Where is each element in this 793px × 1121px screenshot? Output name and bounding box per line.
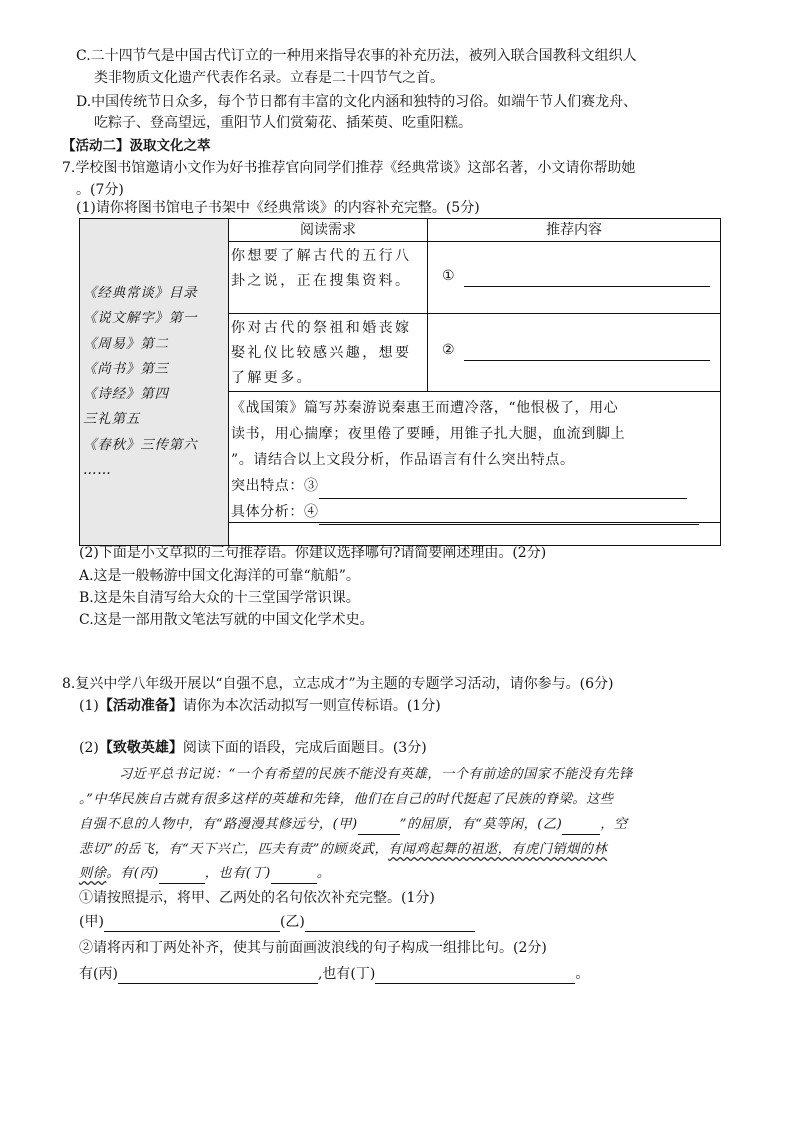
q7-sub2: (2)下面是小文草拟的三句推荐语。你建议选择哪句?请简要阐述理由。(2分)	[79, 545, 547, 561]
quote-para-line5	[79, 864, 330, 884]
wavy-underlined-end: 则徐	[79, 866, 107, 881]
option-d-line1: D.中国传统节日众多，每个节日都有丰富的文化内涵和独特的习俗。如端午节人们赛龙舟、	[76, 94, 638, 110]
blank-jia[interactable]	[358, 819, 400, 835]
option-d-line2: 吃粽子、登高望远，重阳节人们赏菊花、插茱萸、吃重阳糕。	[94, 115, 472, 131]
task1-jia-label: (甲)	[79, 914, 104, 930]
recommendation-table	[79, 218, 721, 546]
task-1: ①请按照提示，将甲、乙两处的名句依次补充完整。(1分)	[79, 890, 435, 906]
passage-line-1: 《战国策》篇写苏秦游说秦惠王而遭冷落，“他恨极了，用心	[231, 400, 619, 416]
q7-sub1: (1)请你将图书馆电子书架中《经典常谈》的内容补充完整。(5分)	[76, 200, 480, 216]
reading-need-1: 你想要了解古代的五行八卦之说，正在搜集资料。	[229, 242, 428, 314]
q7-stem-line1: 7.学校图书馆邀请小文作为好书推荐官向同学们推荐《经典常谈》这部名著，小文请你帮助她	[62, 160, 636, 176]
para5-text-b: 。有(丙)	[106, 866, 159, 881]
para3-text-b: ”的屈原，有“莫等闲，(乙)	[399, 817, 563, 832]
feature-answer-line[interactable]	[319, 483, 687, 499]
wavy-underlined-sentence: 有闻鸡起舞的祖逖，有虎门销烟的林	[388, 842, 608, 857]
q8-part2-text: 阅读下面的语段，完成后面题目。(3分)	[182, 740, 427, 756]
option-c-line2: 类非物质文化遗产代表作名录。立春是二十四节气之首。	[94, 70, 444, 86]
reading-need-2: 你对古代的祭祖和婚丧嫁娶礼仪比较感兴趣，想要了解更多。	[229, 314, 428, 392]
analysis-label: 具体分析：④	[231, 504, 319, 520]
choice-b: B.这是朱自清写给大众的十三堂国学常识课。	[79, 590, 360, 606]
answer-marker-2: ②	[442, 342, 455, 358]
quote-para-line1: 习近平总书记说：“一个有希望的民族不能没有英雄，一个有前途的国家不能没有先锋	[119, 767, 633, 782]
task2-ding-label: ,也有(丁)	[317, 966, 376, 982]
quote-para-line4	[79, 840, 607, 860]
toc-entry: ……	[83, 462, 112, 479]
para5-text-c: ，也有(丁)	[204, 866, 271, 881]
q7-stem-line2: 。(7分)	[76, 182, 124, 198]
answer-cell-1[interactable]	[428, 242, 721, 314]
passage-line-3: ”。请结合以上文段分析，作品语言有什么突出特点。	[231, 452, 575, 468]
para3-text-c: ，空	[600, 817, 628, 832]
task2-bing-answer-line[interactable]	[118, 968, 318, 984]
q8-part1-tag: 【活动准备】	[98, 698, 183, 714]
activity-2-heading: 【活动二】汲取文化之萃	[62, 138, 211, 154]
task2-end: 。	[575, 966, 590, 982]
passage-cell	[229, 392, 721, 546]
task-2-answers	[79, 964, 589, 984]
q8-part2-number: (2)	[79, 740, 99, 756]
header-recommend-content: 推荐内容	[428, 219, 721, 242]
answer-line-2[interactable]	[464, 342, 710, 361]
blank-bing-inline[interactable]	[159, 868, 205, 884]
feature-label: 突出特点：③	[231, 478, 319, 494]
q8-part1-text: 请你为本次活动拟写一则宣传标语。(1分)	[182, 698, 441, 714]
toc-entry: 《诗经》第四	[83, 386, 169, 403]
para3-text-a: 自强不息的人物中，有“路漫漫其修远兮，(甲)	[79, 817, 358, 832]
option-c-line1: C.二十四节气是中国古代订立的一种用来指导农事的补充历法，被列入联合国教科文组织人	[76, 48, 637, 64]
answer-marker-1: ①	[442, 268, 455, 284]
q8-part1-number: (1)	[79, 698, 99, 714]
blank-ding-inline[interactable]	[271, 868, 317, 884]
blank-yi[interactable]	[562, 819, 600, 835]
toc-entry: 《尚书》第三	[83, 360, 169, 377]
analysis-extra-line[interactable]	[229, 522, 720, 523]
q8-part2-tag: 【致敬英雄】	[98, 740, 183, 756]
answer-cell-2[interactable]	[428, 314, 721, 392]
task1-jia-answer-line[interactable]	[104, 916, 280, 932]
answer-line-1[interactable]	[464, 268, 710, 287]
ebook-toc-cell	[80, 219, 229, 546]
para5-text-d: 。	[316, 866, 331, 881]
toc-entry: 《说文解字》第一	[83, 310, 198, 327]
choice-a: A.这是一般畅游中国文化海洋的可靠“航船”。	[79, 568, 360, 584]
q8-stem: 8.复兴中学八年级开展以“自强不息，立志成才”为主题的专题学习活动，请你参与。(6分)	[62, 676, 614, 692]
quote-para-line2: 。”中华民族自古就有很多这样的英雄和先锋，他们在自己的时代挺起了民族的脊梁。这些	[79, 792, 614, 807]
toc-entry: 《春秋》三传第六	[83, 436, 198, 453]
task1-yi-label: (乙)	[279, 914, 305, 930]
q8-part2	[79, 738, 427, 758]
header-reading-need: 阅读需求	[229, 219, 428, 242]
choice-c: C.这是一部用散文笔法写就的中国文化学术史。	[79, 612, 374, 628]
task-2: ②请将丙和丁两处补齐，使其与前面画波浪线的句子构成一组排比句。(2分)	[79, 940, 547, 956]
toc-entry: 三礼第五	[83, 411, 141, 428]
quote-para-line3	[79, 815, 628, 835]
q8-part1	[79, 696, 441, 716]
task2-bing-label: 有(丙)	[79, 966, 118, 982]
para4-text-a: 悲切”的岳飞，有“天下兴亡，匹夫有责”的顾炎武，	[79, 842, 389, 857]
task-1-answers	[79, 912, 475, 932]
task1-yi-answer-line[interactable]	[305, 916, 475, 932]
toc-entry: 《经典常谈》目录	[83, 285, 198, 301]
toc-entry: 《周易》第二	[83, 335, 169, 352]
passage-line-2: 读书，用心揣摩；夜里倦了要睡，用锥子扎大腿，血流到脚上	[231, 426, 626, 442]
task2-ding-answer-line[interactable]	[375, 968, 575, 984]
